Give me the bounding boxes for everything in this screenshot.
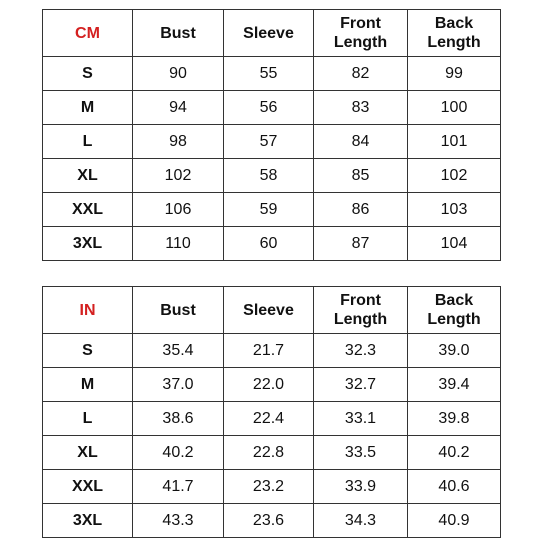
unit-label-cm: CM — [43, 10, 133, 57]
back-length-value: 40.6 — [408, 470, 501, 504]
back-length-value: 39.0 — [408, 334, 501, 368]
header-bust: Bust — [133, 10, 224, 57]
bust-value: 94 — [133, 91, 224, 125]
bust-value: 102 — [133, 159, 224, 193]
table-row — [43, 91, 501, 125]
sleeve-value: 60 — [224, 227, 314, 261]
sleeve-value: 22.8 — [224, 436, 314, 470]
front-length-value: 84 — [314, 125, 408, 159]
table-row — [43, 504, 501, 538]
size-label: S — [43, 334, 133, 368]
front-length-value: 33.1 — [314, 402, 408, 436]
size-label: XXL — [43, 193, 133, 227]
table-row — [43, 470, 501, 504]
back-length-value: 39.4 — [408, 368, 501, 402]
sleeve-value: 22.0 — [224, 368, 314, 402]
bust-value: 90 — [133, 57, 224, 91]
header-bust: Bust — [133, 287, 224, 334]
bust-value: 110 — [133, 227, 224, 261]
front-length-value: 33.9 — [314, 470, 408, 504]
table-row — [43, 193, 501, 227]
back-length-value: 40.2 — [408, 436, 501, 470]
size-label: S — [43, 57, 133, 91]
front-length-value: 85 — [314, 159, 408, 193]
back-length-value: 104 — [408, 227, 501, 261]
header-sleeve: Sleeve — [224, 10, 314, 57]
front-length-value: 82 — [314, 57, 408, 91]
back-length-value: 101 — [408, 125, 501, 159]
front-length-value: 32.7 — [314, 368, 408, 402]
bust-value: 43.3 — [133, 504, 224, 538]
sleeve-value: 55 — [224, 57, 314, 91]
header-back-length: Back Length — [408, 10, 501, 57]
unit-label-in: IN — [43, 287, 133, 334]
table-row — [43, 436, 501, 470]
bust-value: 106 — [133, 193, 224, 227]
size-label: M — [43, 91, 133, 125]
size-chart-cm-table — [42, 9, 501, 261]
table-row — [43, 334, 501, 368]
bust-value: 37.0 — [133, 368, 224, 402]
size-label: XXL — [43, 470, 133, 504]
bust-value: 98 — [133, 125, 224, 159]
front-length-value: 33.5 — [314, 436, 408, 470]
back-length-value: 40.9 — [408, 504, 501, 538]
table-row — [43, 159, 501, 193]
table-row — [43, 402, 501, 436]
sleeve-value: 59 — [224, 193, 314, 227]
back-length-value: 99 — [408, 57, 501, 91]
header-back-length: Back Length — [408, 287, 501, 334]
front-length-value: 87 — [314, 227, 408, 261]
size-label: M — [43, 368, 133, 402]
table-row — [43, 227, 501, 261]
size-label: L — [43, 125, 133, 159]
header-row — [43, 10, 501, 57]
header-row — [43, 287, 501, 334]
back-length-value: 102 — [408, 159, 501, 193]
table-row — [43, 368, 501, 402]
table-row — [43, 125, 501, 159]
bust-value: 41.7 — [133, 470, 224, 504]
sleeve-value: 57 — [224, 125, 314, 159]
bust-value: 40.2 — [133, 436, 224, 470]
size-label: XL — [43, 436, 133, 470]
bust-value: 38.6 — [133, 402, 224, 436]
front-length-value: 32.3 — [314, 334, 408, 368]
front-length-value: 86 — [314, 193, 408, 227]
back-length-value: 39.8 — [408, 402, 501, 436]
sleeve-value: 23.2 — [224, 470, 314, 504]
back-length-value: 103 — [408, 193, 501, 227]
back-length-value: 100 — [408, 91, 501, 125]
table-row — [43, 57, 501, 91]
sleeve-value: 21.7 — [224, 334, 314, 368]
header-sleeve: Sleeve — [224, 287, 314, 334]
size-label: XL — [43, 159, 133, 193]
sleeve-value: 56 — [224, 91, 314, 125]
front-length-value: 34.3 — [314, 504, 408, 538]
header-front-length: Front Length — [314, 10, 408, 57]
sleeve-value: 23.6 — [224, 504, 314, 538]
front-length-value: 83 — [314, 91, 408, 125]
size-chart-in-table — [42, 286, 501, 538]
size-label: L — [43, 402, 133, 436]
size-label: 3XL — [43, 504, 133, 538]
sleeve-value: 22.4 — [224, 402, 314, 436]
sleeve-value: 58 — [224, 159, 314, 193]
header-front-length: Front Length — [314, 287, 408, 334]
size-label: 3XL — [43, 227, 133, 261]
bust-value: 35.4 — [133, 334, 224, 368]
